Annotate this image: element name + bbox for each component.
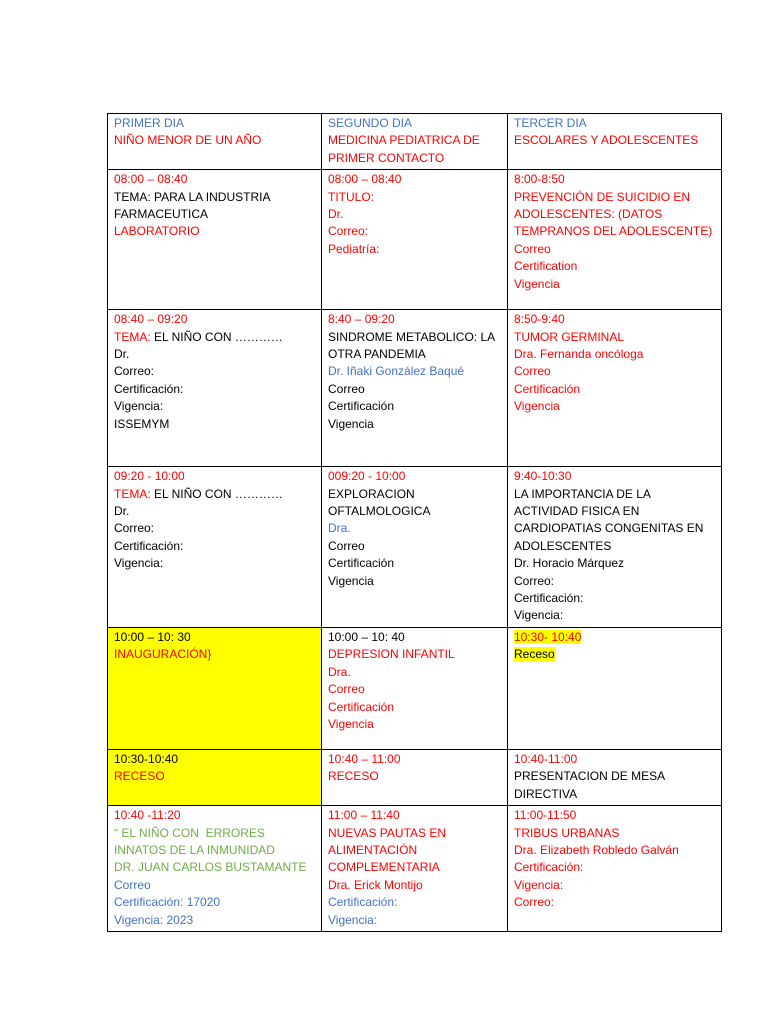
session-title: INAUGURACIÓN} [114, 647, 212, 662]
session-title: EXPLORACION OFTALMOLOGICA [328, 486, 431, 519]
session-title: Receso [514, 647, 555, 662]
session-cell [508, 627, 722, 749]
tema-label: TEMA: [114, 329, 151, 344]
session-title: DEPRESION INFANTIL [328, 647, 455, 662]
session-detail: Pediatría: [328, 241, 380, 256]
session-validity: Vigencia [328, 416, 374, 431]
session-validity: Vigencia: 2023 [114, 912, 194, 927]
session-title: NUEVAS PAUTAS EN ALIMENTACIÓN COMPLEMENTARIA [328, 825, 449, 875]
schedule-row [108, 170, 722, 310]
session-cell [108, 310, 322, 467]
session-certification: Certificación: [514, 860, 584, 875]
session-cell [108, 467, 322, 628]
session-speaker: Dra. [328, 664, 351, 679]
session-certification: Certificación: [114, 538, 184, 553]
session-speaker: Dr. Horacio Márquez [514, 556, 625, 571]
session-cell [108, 749, 322, 805]
tema-label: TEMA: [114, 486, 151, 501]
session-cell [322, 627, 508, 749]
session-cell [322, 467, 508, 628]
session-speaker: Dra. Erick Montijo [328, 877, 423, 892]
session-certification: Certificación: [514, 591, 584, 606]
day-label: SEGUNDO DIA [328, 116, 413, 130]
session-cell [108, 170, 322, 310]
schedule-table [107, 113, 722, 932]
session-speaker: Dra. [328, 521, 351, 536]
session-time: 08:00 – 08:40 [328, 172, 402, 187]
header-row [108, 114, 722, 170]
session-speaker: Dr. [328, 207, 344, 222]
session-speaker: DR. JUAN CARLOS BUSTAMANTE [114, 860, 307, 875]
session-title: EL NIÑO CON ………… [150, 486, 283, 501]
session-title: LA IMPORTANCIA DE LA ACTIVIDAD FISICA EN CARDIOPATIAS CONGENITAS EN ADOLESCENTES [514, 486, 707, 553]
session-certification: Certificación: [328, 895, 398, 910]
day-topic: ESCOLARES Y ADOLESCENTES [514, 133, 699, 148]
session-detail: LABORATORIO [114, 224, 200, 239]
session-cell [322, 749, 508, 805]
session-certification: Certificación [328, 699, 395, 714]
session-cell [322, 806, 508, 932]
session-validity: Vigencia: [114, 556, 164, 571]
session-certification: Certificación [514, 381, 581, 396]
session-time: 11:00-11:50 [514, 808, 577, 823]
session-email: Correo [328, 381, 365, 396]
session-email: Correo [328, 538, 365, 553]
session-speaker: Dr. Iñaki González Baqué [328, 364, 465, 379]
session-certification: Certificación [328, 556, 395, 571]
session-time: 11:00 – 11:40 [328, 808, 400, 823]
session-certification: Certification [514, 259, 578, 274]
session-time: 10:30-10:40 [114, 751, 179, 766]
session-title: TEMA: PARA LA INDUSTRIA FARMACEUTICA [114, 189, 274, 222]
session-time: 10:40 -11:20 [114, 808, 181, 823]
session-email: Correo [514, 364, 551, 379]
session-title: SINDROME METABOLICO: LA OTRA PANDEMIA [328, 329, 498, 362]
session-validity: Vigencia: [514, 608, 564, 623]
session-cell [508, 749, 722, 805]
session-email: Correo [114, 877, 151, 892]
session-validity: Vigencia [514, 399, 560, 414]
session-email: Correo: [328, 224, 369, 239]
session-email: Correo [328, 682, 365, 697]
session-title: TRIBUS URBANAS [514, 825, 620, 840]
session-speaker: Dr. [114, 504, 130, 519]
session-title: RECESO [114, 769, 165, 784]
schedule-row [108, 627, 722, 749]
session-title: PREVENCIÓN DE SUICIDIO EN ADOLESCENTES: (DATOS TEMPRANOS DEL ADOLESCENTE) [514, 189, 713, 239]
session-title: “ EL NIÑO CON ERRORES INNATOS DE LA INMUNIDAD [114, 825, 275, 857]
schedule-row [108, 806, 722, 932]
session-time: 08:00 – 08:40 [114, 172, 188, 187]
session-time: 10:00 – 10: 40 [328, 629, 405, 644]
session-validity: Vigencia: [328, 912, 378, 927]
schedule-row [108, 310, 722, 467]
session-cell [322, 310, 508, 467]
session-email: Correo: [114, 364, 155, 379]
session-validity: Vigencia [514, 276, 560, 291]
session-certification: Certificación [328, 399, 395, 414]
session-speaker: Dra. Elizabeth Robledo Galván [514, 842, 679, 857]
session-time: 8:50-9:40 [514, 312, 565, 327]
session-email: Correo: [514, 895, 555, 910]
session-time: 9:40-10:30 [514, 469, 572, 484]
session-cell [508, 310, 722, 467]
session-validity: Vigencia: [514, 877, 564, 892]
session-time: 08:40 – 09:20 [114, 312, 188, 327]
session-time: 10:40-11:00 [514, 751, 578, 766]
session-title: RECESO [328, 769, 379, 784]
day-label: PRIMER DIA [114, 116, 185, 130]
session-validity: Vigencia [328, 716, 374, 731]
session-email: Correo: [114, 521, 155, 536]
day-1-header [108, 114, 322, 170]
session-validity: Vigencia [328, 573, 374, 588]
session-certification: Certificación: 17020 [114, 895, 221, 910]
session-institution: ISSEMYM [114, 416, 170, 431]
session-cell [322, 170, 508, 310]
day-2-header [322, 114, 508, 170]
session-title: TUMOR GERMINAL [514, 329, 625, 344]
day-topic: MEDICINA PEDIATRICA DE PRIMER CONTACTO [328, 133, 484, 165]
session-time: 8:00-8:50 [514, 172, 565, 187]
session-validity: Vigencia: [114, 399, 164, 414]
day-3-header [508, 114, 722, 170]
session-email: Correo [514, 241, 551, 256]
session-time: 09:20 - 10:00 [114, 469, 185, 484]
session-email: Correo: [514, 573, 555, 588]
session-time: 009:20 - 10:00 [328, 469, 406, 484]
session-cell [508, 170, 722, 310]
session-title: TITULO: [328, 189, 375, 204]
session-cell [108, 806, 322, 932]
session-cell [508, 467, 722, 628]
session-speaker: Dra. Fernanda oncóloga [514, 347, 644, 362]
session-speaker: Dr. [114, 347, 130, 362]
day-label: TERCER DIA [514, 116, 587, 130]
session-certification: Certificación: [114, 381, 184, 396]
session-time: 10:40 – 11:00 [328, 751, 401, 766]
session-title: EL NIÑO CON ………… [150, 329, 283, 344]
session-time: 10:00 – 10: 30 [114, 629, 191, 644]
schedule-row [108, 467, 722, 628]
session-time: 8:40 – 09:20 [328, 312, 395, 327]
schedule-row [108, 749, 722, 805]
session-cell [508, 806, 722, 932]
day-topic: NIÑO MENOR DE UN AÑO [114, 133, 262, 148]
session-cell [108, 627, 322, 749]
session-title: PRESENTACION DE MESA DIRECTIVA [514, 769, 668, 801]
session-time: 10:30- 10:40 [514, 629, 582, 644]
